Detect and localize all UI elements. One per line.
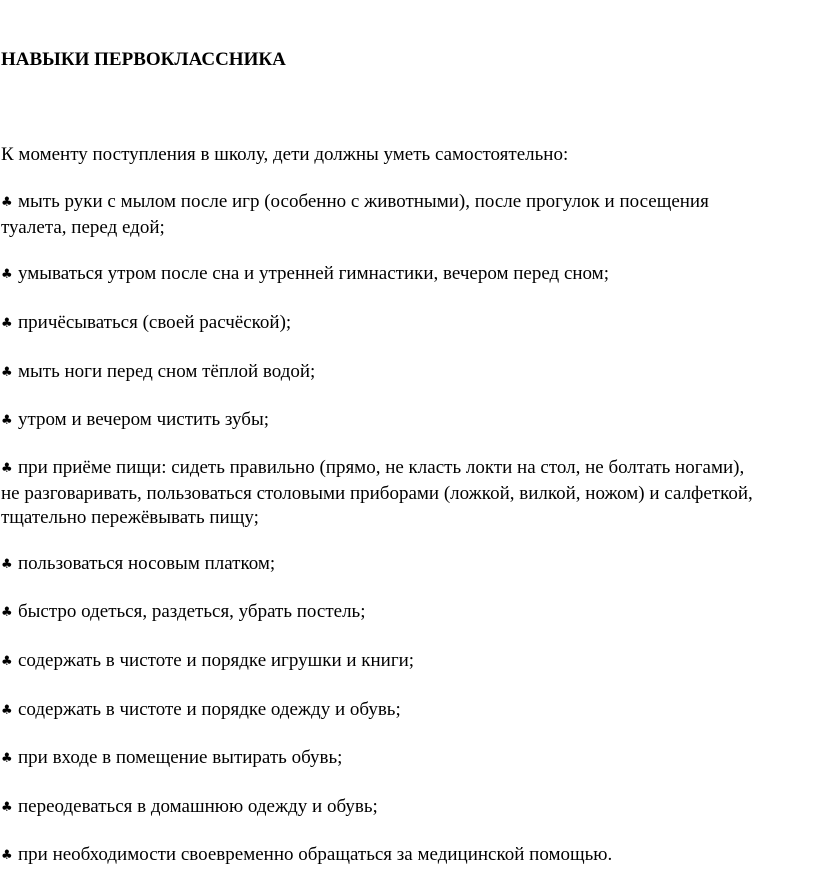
list-item: [1, 795, 816, 821]
list-item: [1, 456, 816, 531]
intro-paragraph: К моменту поступления в школу, дети должны уметь самостоятельно:: [1, 144, 569, 165]
list-item: [1, 190, 816, 240]
list-item-line: ♣ умываться утром после сна и утренней гимнастики, вечером перед сном;: [1, 262, 816, 288]
list-item-line: ♣ мыть ноги перед сном тёплой водой;: [1, 360, 816, 386]
list-item: [1, 746, 816, 772]
list-item: [1, 408, 816, 434]
list-item-line: ♣ быстро одеться, раздеться, убрать постель;: [1, 600, 816, 626]
list-item-line: ♣ мыть руки с мылом после игр (особенно с животными), после прогулок и посещения: [1, 190, 816, 216]
club-bullet-icon: ♣: [1, 557, 13, 572]
list-item-line: ♣ содержать в чистоте и порядке игрушки и книги;: [1, 649, 816, 675]
list-item: [1, 552, 816, 578]
list-item: [1, 698, 816, 724]
club-bullet-icon: ♣: [1, 365, 13, 380]
club-bullet-icon: ♣: [1, 195, 13, 210]
club-bullet-icon: ♣: [1, 316, 13, 331]
document-title: НАВЫКИ ПЕРВОКЛАССНИКА: [1, 49, 286, 70]
list-item-line: ♣ пользоваться носовым платком;: [1, 552, 816, 578]
list-item: [1, 311, 816, 337]
list-item-line: не разговаривать, пользоваться столовыми приборами (ложкой, вилкой, ножом) и салфеткой,: [1, 482, 753, 504]
list-item: [1, 649, 816, 675]
list-item-line: ♣ причёсываться (своей расчёской);: [1, 311, 816, 337]
club-bullet-icon: ♣: [1, 461, 13, 476]
list-item-line: ♣ при необходимости своевременно обращаться за медицинской помощью.: [1, 843, 816, 869]
club-bullet-icon: ♣: [1, 605, 13, 620]
list-item-line: ♣ переодеваться в домашнюю одежду и обувь;: [1, 795, 816, 821]
club-bullet-icon: ♣: [1, 703, 13, 718]
club-bullet-icon: ♣: [1, 848, 13, 863]
list-item: [1, 843, 816, 869]
list-item-line: туалета, перед едой;: [1, 216, 165, 238]
list-item-line: ♣ при входе в помещение вытирать обувь;: [1, 746, 816, 772]
list-item-line: тщательно пережёвывать пищу;: [1, 507, 259, 528]
club-bullet-icon: ♣: [1, 413, 13, 428]
club-bullet-icon: ♣: [1, 751, 13, 766]
list-item-line: ♣ содержать в чистоте и порядке одежду и обувь;: [1, 698, 816, 724]
list-item: [1, 360, 816, 386]
club-bullet-icon: ♣: [1, 267, 13, 282]
list-item: [1, 600, 816, 626]
club-bullet-icon: ♣: [1, 654, 13, 669]
list-item-line: ♣ утром и вечером чистить зубы;: [1, 408, 816, 434]
club-bullet-icon: ♣: [1, 800, 13, 815]
list-item-line: ♣ при приёме пищи: сидеть правильно (прямо, не класть локти на стол, не болтать ногами),: [1, 456, 816, 482]
list-item: [1, 262, 816, 288]
